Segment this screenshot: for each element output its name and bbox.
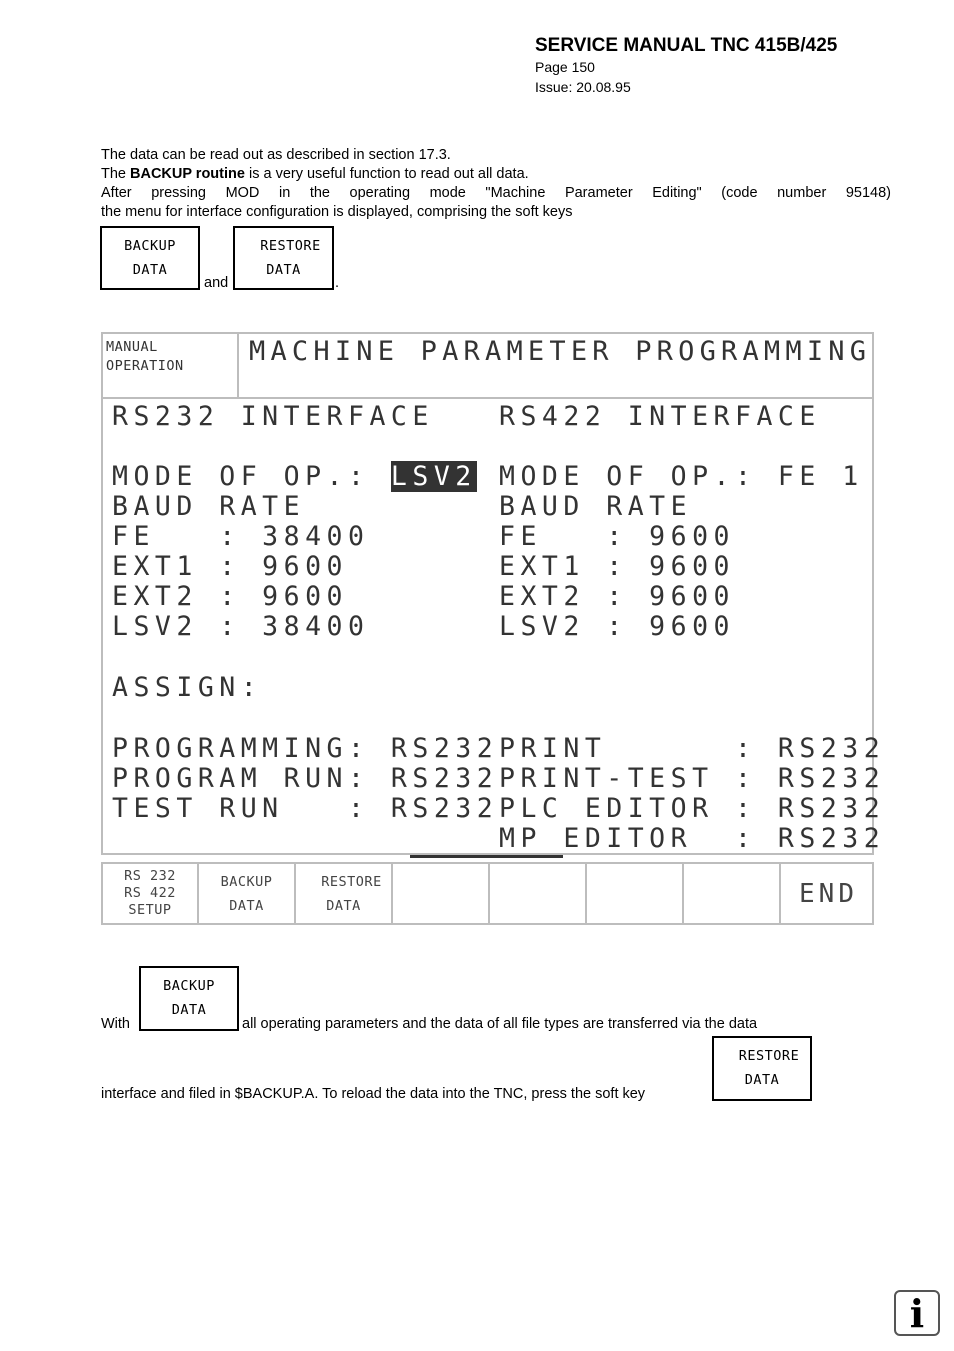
mode-line-1: MANUAL xyxy=(106,339,158,355)
assign-label: ASSIGN: xyxy=(112,672,263,703)
softkey-empty[interactable] xyxy=(393,864,490,923)
softkey-empty[interactable] xyxy=(684,864,781,923)
with-text: With xyxy=(101,1016,130,1032)
softkey-backup-data[interactable]: BACKUP DATA xyxy=(199,864,296,923)
title-divider xyxy=(103,397,872,399)
rs422-row: LSV2 : 9600 xyxy=(499,611,735,642)
softkey-empty[interactable] xyxy=(587,864,684,923)
rs232-row: LSV2 : 38400 xyxy=(112,611,370,642)
rs422-row: BAUD RATE xyxy=(499,491,693,522)
rs232-row: EXT1 : 9600 xyxy=(112,551,348,582)
softkey-row xyxy=(101,862,874,925)
assign-left-row: TEST RUN : RS232 xyxy=(112,793,499,824)
body-line-2: interface and filed in $BACKUP.A. To reload the data into the TNC, press the soft key xyxy=(101,1086,646,1102)
backup-data-key-graphic: BACKUP DATA xyxy=(100,226,200,290)
manual-title: SERVICE MANUAL TNC 415B/425 xyxy=(535,35,838,56)
assign-left-row: PROGRAM RUN: RS232 xyxy=(112,763,499,794)
rs232-mode-label: MODE OF OP.: xyxy=(112,461,370,492)
restore-data-key-graphic: RESTORE DATA xyxy=(233,226,334,290)
rs422-row: EXT1 : 9600 xyxy=(499,551,735,582)
rs232-mode-row xyxy=(112,462,477,492)
softkey-end[interactable]: END xyxy=(799,878,858,909)
issue-date: Issue: 20.08.95 xyxy=(535,79,631,95)
and-text: and xyxy=(204,275,229,291)
intro-line-2: The BACKUP routine is a very useful function to read out all data. xyxy=(101,166,529,182)
intro-line-3: After pressing MOD in the operating mode "Machine Parameter Editing" (code number 95148) xyxy=(101,185,891,201)
rs422-mode-row: MODE OF OP.: FE 1 xyxy=(499,461,864,492)
backup-routine-bold: BACKUP routine xyxy=(130,166,245,182)
assign-right-row: PRINT : RS232 xyxy=(499,733,886,764)
intro-line-4: the menu for interface configuration is displayed, comprising the soft keys xyxy=(101,204,573,220)
rs422-row: FE : 9600 xyxy=(499,521,735,552)
assign-right-row: MP EDITOR : RS232 xyxy=(499,823,886,854)
screen-title: MACHINE PARAMETER PROGRAMMING xyxy=(249,336,872,367)
page-number: Page 150 xyxy=(535,59,595,75)
screen-scroll-indicator xyxy=(410,855,563,858)
rs232-row: BAUD RATE xyxy=(112,491,306,522)
assign-left-row: PROGRAMMING: RS232 xyxy=(112,733,499,764)
intro-line-1: The data can be read out as described in section 17.3. xyxy=(101,147,451,163)
period-text: . xyxy=(335,275,340,291)
rs232-row: EXT2 : 9600 xyxy=(112,581,348,612)
softkey-restore-data[interactable]: RESTORE DATA xyxy=(296,864,393,923)
softkey-empty[interactable] xyxy=(490,864,587,923)
info-icon[interactable]: i xyxy=(894,1290,940,1336)
rs422-row: EXT2 : 9600 xyxy=(499,581,735,612)
restore-data-key-graphic: RESTORE DATA xyxy=(712,1036,812,1101)
tnc-screen xyxy=(101,332,886,855)
operating-mode-box xyxy=(103,334,239,397)
backup-data-key-graphic: BACKUP DATA xyxy=(139,966,239,1031)
rs422-header: RS422 INTERFACE xyxy=(499,401,821,432)
assign-right-row: PRINT-TEST : RS232 xyxy=(499,763,886,794)
rs232-header: RS232 INTERFACE xyxy=(112,401,434,432)
body-line-1: all operating parameters and the data of all file types are transferred via the data xyxy=(242,1016,758,1032)
rs232-mode-value-highlight[interactable]: LSV2 xyxy=(390,461,477,492)
softkey-rs232-rs422-setup[interactable]: RS 232 RS 422 SETUP xyxy=(103,864,199,923)
rs232-row: FE : 38400 xyxy=(112,521,370,552)
assign-right-row: PLC EDITOR : RS232 xyxy=(499,793,886,824)
mode-line-2: OPERATION xyxy=(106,358,184,374)
